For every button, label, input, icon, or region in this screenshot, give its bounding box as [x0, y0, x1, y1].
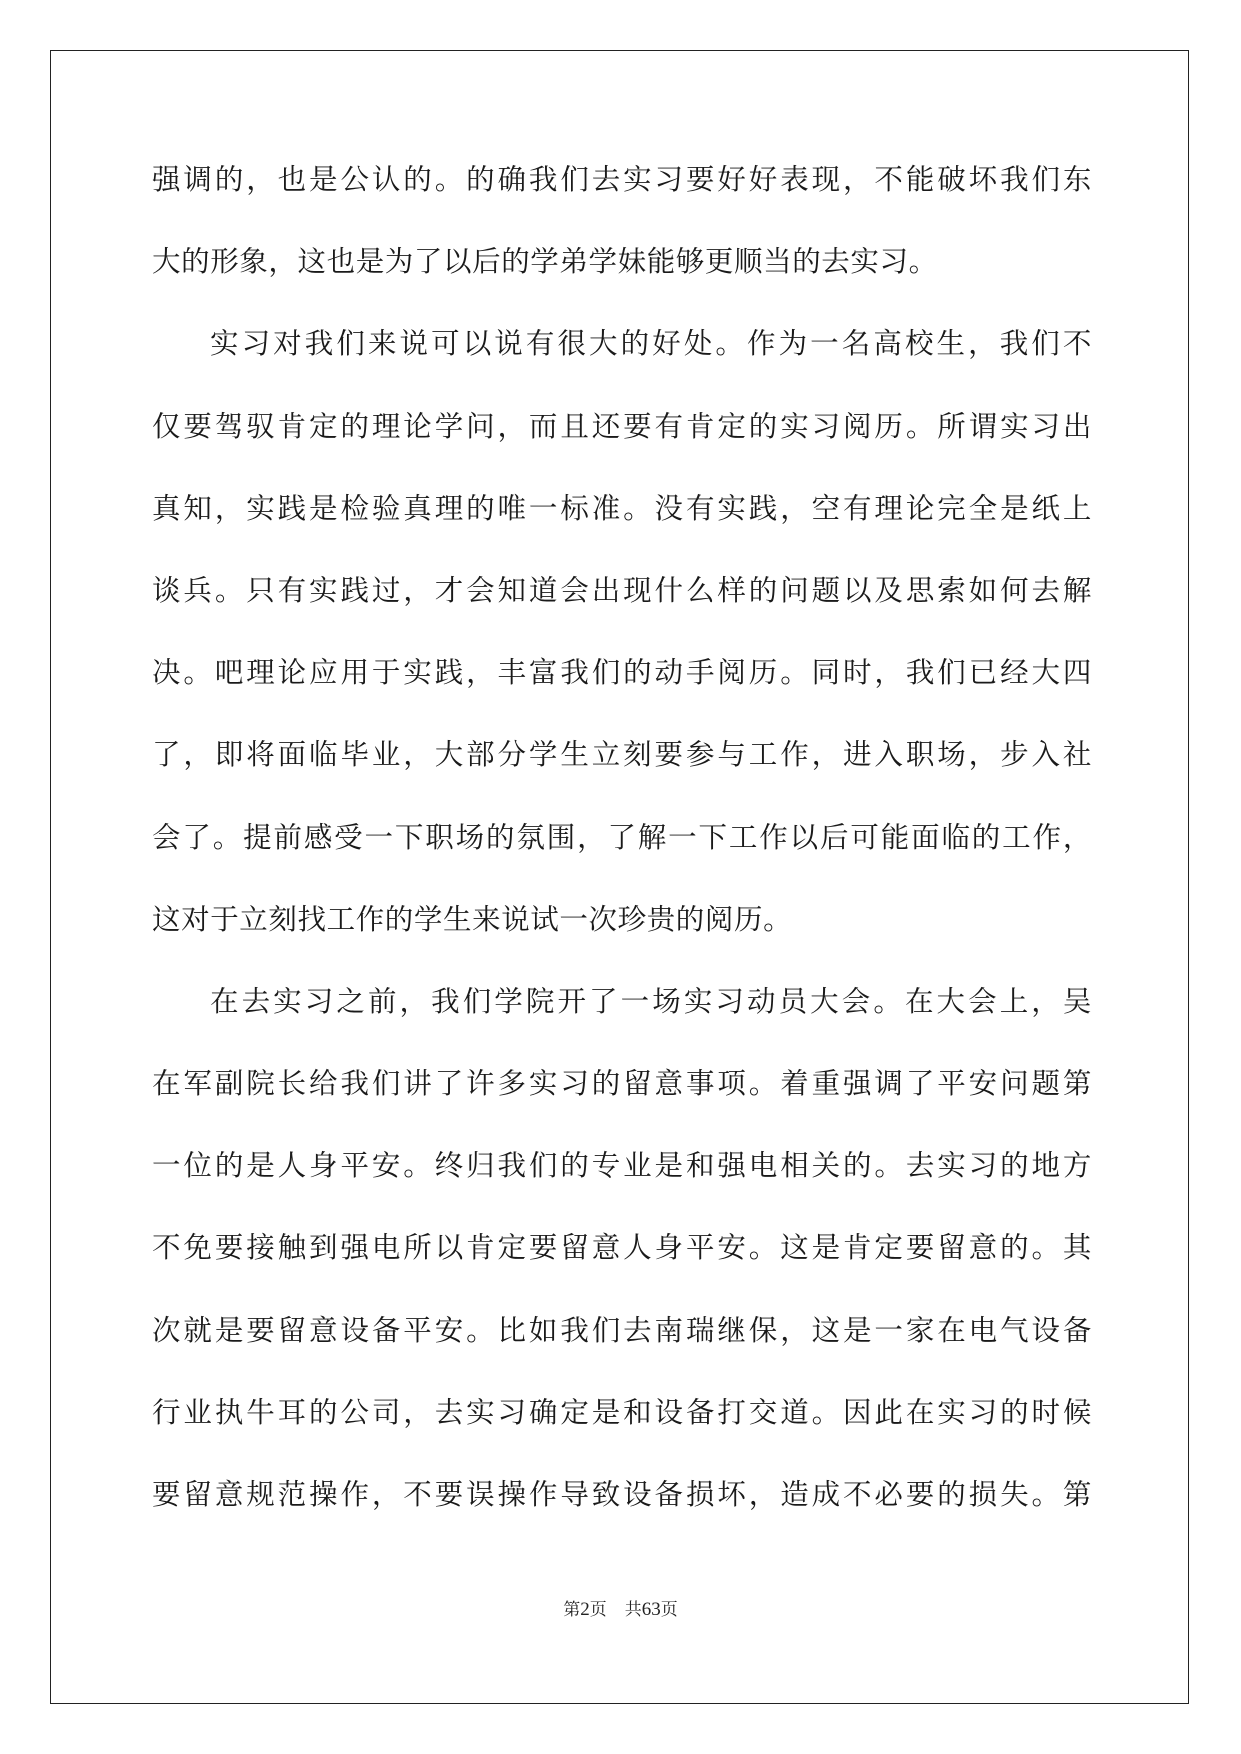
document-body — [152, 158, 1092, 1555]
text-line: 真知，实践是检验真理的唯一标准。没有实践，空有理论完全是纸上 — [152, 491, 1092, 525]
text-line: 在去实习之前，我们学院开了一场实习动员大会。在大会上，吴 — [210, 984, 1092, 1018]
text-line: 决。吧理论应用于实践，丰富我们的动手阅历。同时，我们已经大四 — [152, 656, 1092, 690]
page-number: 2 — [580, 1599, 590, 1620]
text-line: 仅要驾驭肯定的理论学问，而且还要有肯定的实习阅历。所谓实习出 — [152, 409, 1092, 443]
text-line: 要留意规范操作，不要误操作导致设备损坏，造成不必要的损失。第 — [152, 1478, 1092, 1511]
text-line: 次就是要留意设备平安。比如我们去南瑞继保，这是一家在电气设备 — [152, 1313, 1092, 1347]
total-prefix: 共 — [624, 1600, 642, 1620]
page-prefix: 第 — [563, 1600, 581, 1620]
total-pages: 63 — [641, 1599, 661, 1620]
text-line: 这对于立刻找工作的学生来说试一次珍贵的阅历。 — [152, 902, 793, 936]
page-suffix: 页 — [589, 1600, 607, 1620]
page-footer — [0, 1599, 1241, 1621]
text-line: 行业执牛耳的公司，去实习确定是和设备打交道。因此在实习的时候 — [152, 1395, 1092, 1429]
text-line: 会了。提前感受一下职场的氛围，了解一下工作以后可能面临的工作， — [152, 820, 1092, 854]
total-suffix: 页 — [660, 1600, 678, 1620]
text-line: 在军副院长给我们讲了许多实习的留意事项。着重强调了平安问题第 — [152, 1067, 1092, 1101]
text-line: 谈兵。只有实践过，才会知道会出现什么样的问题以及思索如何去解 — [152, 573, 1092, 607]
text-line: 实习对我们来说可以说有很大的好处。作为一名高校生，我们不 — [210, 327, 1092, 361]
text-line: 一位的是人身平安。终归我们的专业是和强电相关的。去实习的地方 — [152, 1149, 1092, 1183]
text-line: 不免要接触到强电所以肯定要留意人身平安。这是肯定要留意的。其 — [152, 1231, 1092, 1265]
text-line: 强调的，也是公认的。的确我们去实习要好好表现，不能破坏我们东 — [152, 163, 1092, 196]
text-line: 了，即将面临毕业，大部分学生立刻要参与工作，进入职场，步入社 — [152, 738, 1092, 772]
text-line: 大的形象，这也是为了以后的学弟学妹能够更顺当的去实习。 — [152, 245, 938, 279]
